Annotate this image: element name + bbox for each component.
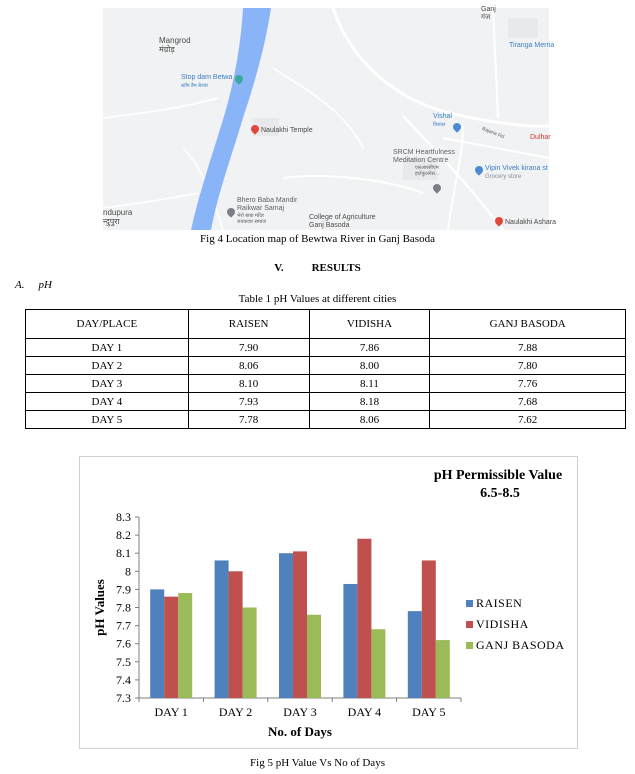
map-label-srcm: SRCM Heartfulness Meditation Centre [393,149,455,165]
ph-chart [79,456,578,749]
y-tick-label: 8.3 [116,510,131,524]
table-cell: DAY 4 [26,393,189,411]
bar-vidisha-3 [293,551,307,698]
map-label-tiranga: Tiranga Merria [509,42,555,49]
section-heading [0,262,635,274]
table-row [26,339,626,357]
legend-label: VIDISHA [476,617,529,631]
map-label-bhero-hindi: भेरो बाबा मंदिर रायकवार समाज [237,213,266,225]
bar-vidisha-5 [422,560,436,698]
y-axis-label: pH Values [92,579,107,636]
subsection-title: pH [38,279,52,291]
table-cell: 7.80 [430,357,626,375]
bar-raisen-3 [279,553,293,698]
x-tick-label: DAY 1 [154,705,188,719]
y-tick-label: 8 [125,564,131,579]
bar-ganj-basoda-3 [307,615,321,698]
table-header-cell: GANJ BASODA [430,310,626,339]
table-cell: DAY 2 [26,357,189,375]
x-tick-label: DAY 5 [412,705,446,719]
location-map [103,6,556,230]
y-tick-label: 7.4 [116,672,131,687]
legend-swatch [466,600,473,607]
map-label-ganj: Ganj गंज [481,6,496,22]
legend-swatch [466,642,473,649]
table-cell: 7.93 [188,393,309,411]
table-cell: 7.86 [309,339,430,357]
table-header-cell: VIDISHA [309,310,430,339]
chart-title-line: pH Permissible Value [433,468,563,483]
map-label-college: College of Agriculture Ganj Basoda [309,214,376,230]
map-label-dulhan: Dulhar [530,134,551,141]
subsection-heading [15,279,52,291]
fig4-caption: Fig 4 Location map of Bewtwa River in Ganj Basoda [200,233,435,245]
table-cell: 8.11 [309,375,430,393]
map-label-mangrod: Mangrod मंग्रोड़ [159,36,191,55]
bar-raisen-4 [343,584,357,698]
map-label-bhero: Bhero Baba Mandir Raikwar Samaj [237,197,298,213]
table-cell: 8.10 [188,375,309,393]
map-label-stopdam: Stop dam Betwa स्टॉप डैम बेतवा [181,74,233,90]
y-tick-label: 8.1 [116,546,131,561]
map-label-road: Bajaria Rd [481,125,505,141]
map-label-naulakhi-ashara: Naulakhi Ashara [505,219,556,226]
bar-raisen-5 [408,611,422,698]
table-caption: Table 1 pH Values at different cities [238,293,397,305]
fig5-caption: Fig 5 pH Value Vs No of Days [250,757,385,769]
x-tick-label: DAY 2 [218,705,253,719]
table-cell: 7.78 [188,411,309,429]
table-header-cell: RAISEN [188,310,309,339]
table-row [26,357,626,375]
section-number: V. [274,262,284,274]
bar-ganj-basoda-5 [436,640,450,698]
map-label-srcm-hindi: एसआरसीएम हार्टफुलनेस... [415,165,440,177]
table-cell: 8.00 [309,357,430,375]
section-title: RESULTS [311,262,361,274]
y-tick-label: 7.6 [116,636,131,651]
bar-ganj-basoda-1 [178,593,192,698]
y-tick-label: 7.5 [116,654,131,669]
map-label-ndupura: ndupura न्दुपुरा [103,208,133,227]
ph-bar-chart-svg [80,457,577,748]
table-header-row [26,310,626,339]
table-cell: DAY 1 [26,339,189,357]
table-cell: 7.62 [430,411,626,429]
bar-vidisha-4 [357,539,371,698]
bar-ganj-basoda-4 [371,629,385,698]
subsection-letter: A. [15,279,25,291]
table-cell: 8.18 [309,393,430,411]
legend-label: RAISEN [476,596,523,610]
y-tick-label: 7.7 [116,618,131,633]
table-cell: 7.68 [430,393,626,411]
chart-title-line: 6.5-8.5 [480,486,520,501]
y-tick-label: 8.2 [116,528,131,543]
x-tick-label: DAY 4 [347,705,382,719]
legend-label: GANJ BASODA [476,638,565,652]
map-label-vishal: Vishal विशाल [433,113,452,129]
y-tick-label: 7.3 [116,691,131,705]
bar-vidisha-1 [164,597,178,698]
table-cell: DAY 5 [26,411,189,429]
table-cell: 7.90 [188,339,309,357]
x-axis-label: No. of Days [268,724,332,739]
map-label-vipin: Vipin Vivek kirana st Grocery store [485,165,548,181]
table-row [26,375,626,393]
bar-vidisha-2 [229,571,243,698]
x-tick-label: DAY 3 [283,705,317,719]
bar-raisen-1 [150,589,164,698]
table-cell: 8.06 [309,411,430,429]
table-header-cell: DAY/PLACE [26,310,189,339]
table-cell: DAY 3 [26,375,189,393]
map-label-naulakhi-temple: Naulakhi Temple [261,127,313,134]
table-cell: 8.06 [188,357,309,375]
table-row [26,411,626,429]
y-tick-label: 7.9 [116,582,131,597]
table-cell: 7.76 [430,375,626,393]
table-row [26,393,626,411]
y-tick-label: 7.8 [116,600,131,615]
table-cell: 7.88 [430,339,626,357]
ph-table [25,309,626,429]
bar-raisen-2 [215,560,229,698]
legend-swatch [466,621,473,628]
bar-ganj-basoda-2 [243,608,257,699]
